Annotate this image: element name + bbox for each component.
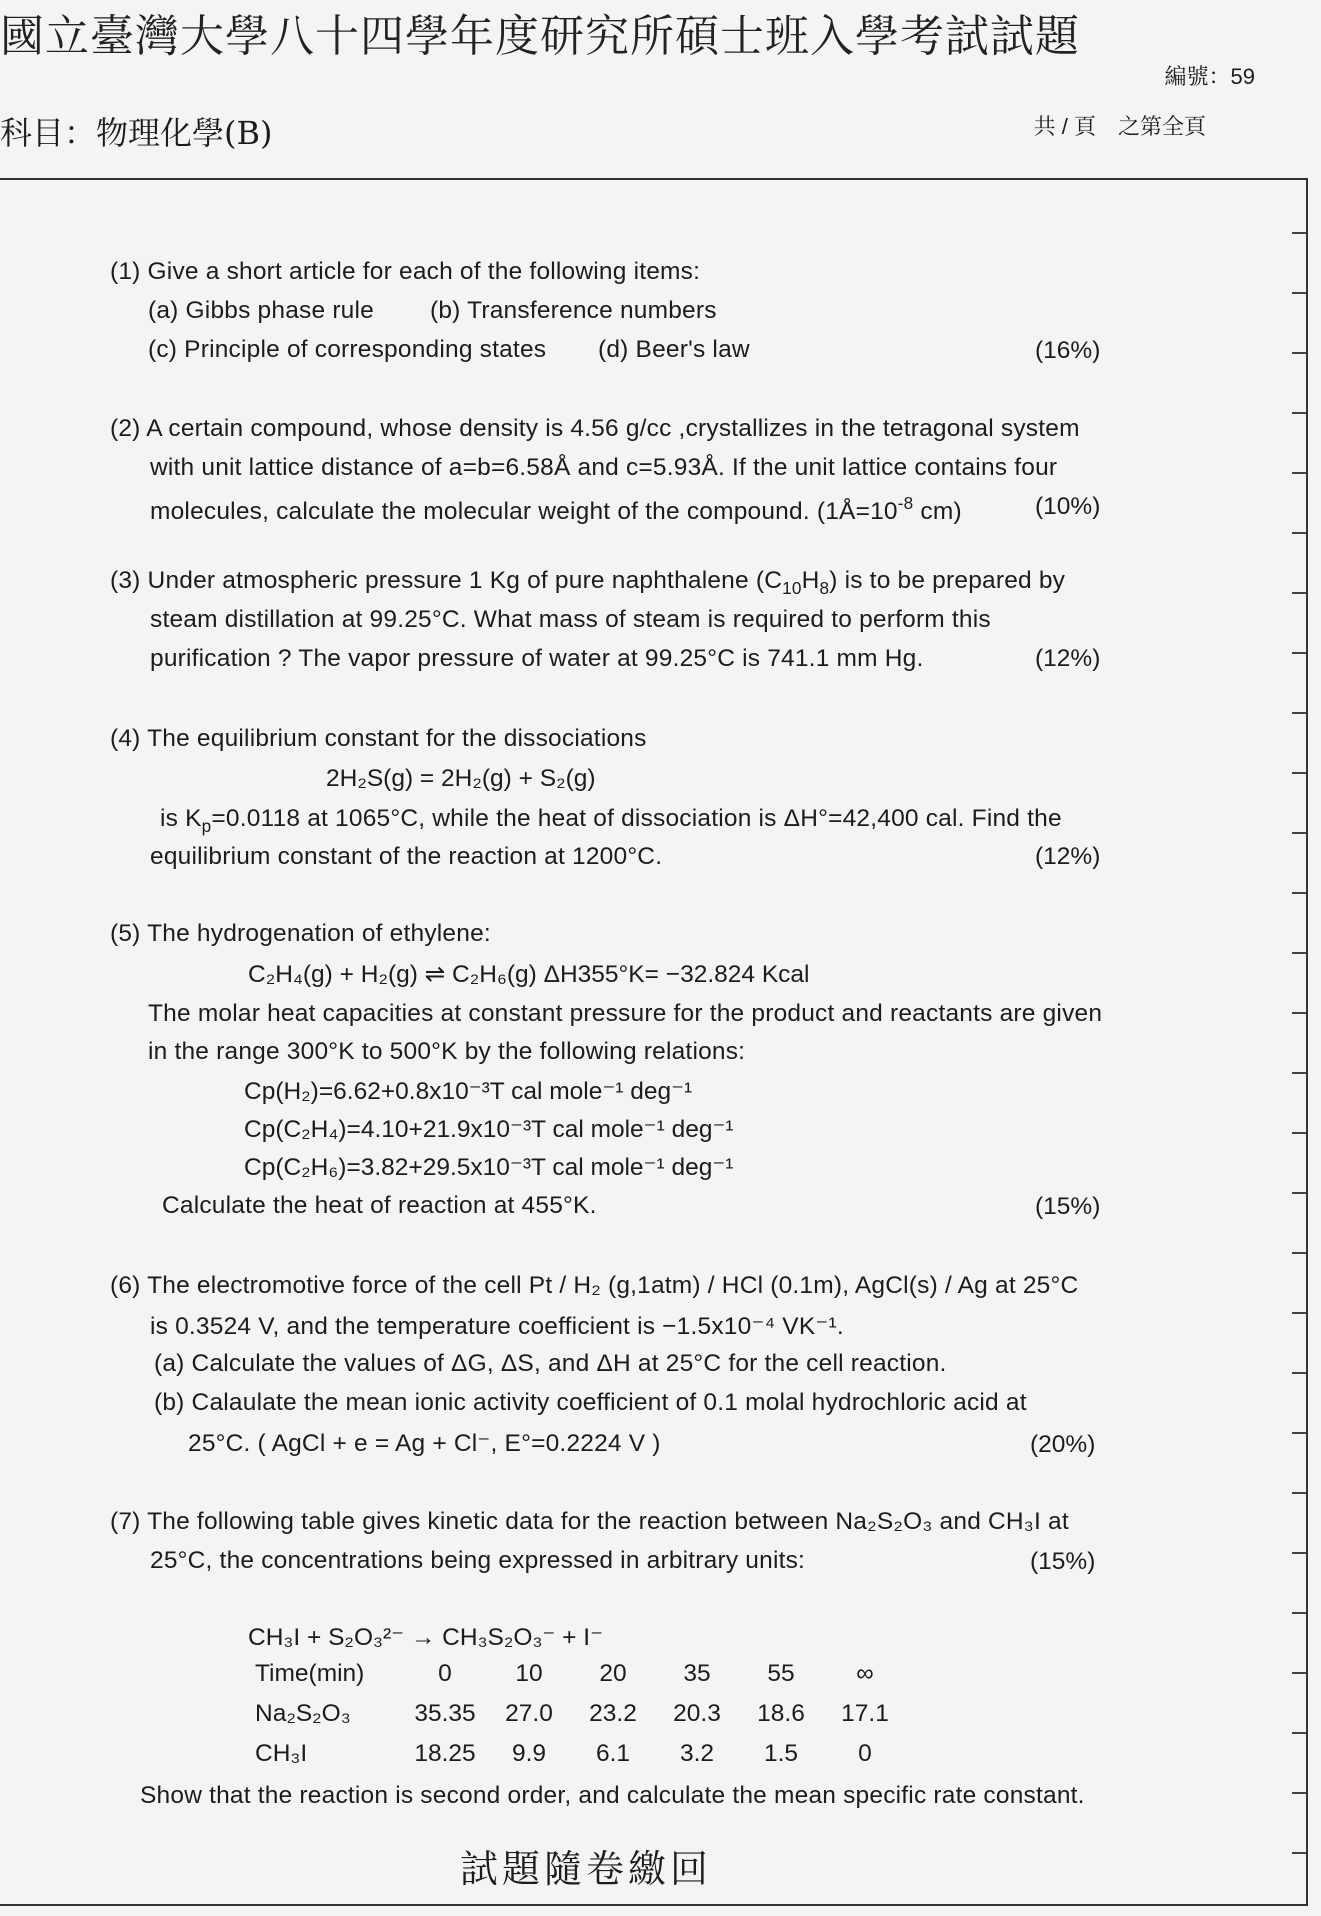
- q1-percent: (16%): [1035, 337, 1101, 364]
- q5-equation: C₂H₄(g) + H₂(g) ⇌ C₂H₆(g) ΔH355°K= −32.824 Kcal: [248, 961, 810, 988]
- q1-item-c: (c) Principle of corresponding states: [148, 336, 547, 363]
- q6-item-a: (a) Calculate the values of ΔG, ΔS, and ΔH at 25°C for the cell reaction.: [154, 1350, 947, 1377]
- table-row: [245, 1657, 907, 1697]
- table-cell: 20: [599, 1660, 627, 1687]
- table-cell: 10: [515, 1660, 543, 1687]
- q4-percent: (12%): [1035, 843, 1101, 870]
- q1-item-a: (a) Gibbs phase rule: [148, 297, 374, 324]
- margin-tick: [1292, 1552, 1306, 1554]
- margin-tick: [1292, 952, 1306, 954]
- q2-line2: with unit lattice distance of a=b=6.58Å and c=5.93Å. If the unit lattice contains four: [150, 454, 1058, 481]
- q5-cp-c2h4: Cp(C₂H₄)=4.10+21.9x10⁻³T cal mole⁻¹ deg⁻¹: [244, 1116, 734, 1143]
- q5-percent: (15%): [1035, 1193, 1101, 1220]
- q3-line2: steam distillation at 99.25°C. What mass of steam is required to perform this: [150, 606, 991, 633]
- margin-tick: [1292, 1432, 1306, 1434]
- margin-tick: [1292, 1012, 1306, 1014]
- q2-line1: (2) A certain compound, whose density is 4.56 g/cc ,crystallizes in the tetragonal system: [110, 415, 1080, 442]
- kinetic-data-table: [245, 1657, 907, 1777]
- q6-item-b-line2: 25°C. ( AgCl + e = Ag + Cl⁻, E°=0.2224 V ): [188, 1430, 661, 1457]
- table-cell: 55: [767, 1660, 795, 1687]
- margin-tick: [1292, 1372, 1306, 1374]
- table-cell: ∞: [856, 1660, 874, 1687]
- q4-line2: is $K_p=0.0118$ at 1065°C, while the heat of dissociation is ΔH°=42,400 cal. Find the: [160, 805, 1062, 836]
- margin-tick: [1292, 1312, 1306, 1314]
- margin-tick: [1292, 1252, 1306, 1254]
- margin-tick: [1292, 1492, 1306, 1494]
- exam-subject: 科目：物理化學(B): [0, 114, 273, 152]
- margin-tick: [1292, 472, 1306, 474]
- table-cell: 20.3: [673, 1700, 721, 1727]
- q5-cp-c2h6: Cp(C₂H₆)=3.82+29.5x10⁻³T cal mole⁻¹ deg⁻¹: [244, 1154, 734, 1181]
- q7-line1: (7) The following table gives kinetic data for the reaction between Na₂S₂O₃ and CH₃I at: [110, 1508, 1069, 1535]
- q2-line3: molecules, calculate the molecular weight of the compound. ($1Å=10^{-8}$ cm): [150, 493, 962, 525]
- margin-tick: [1292, 772, 1306, 774]
- q4-equation: 2H₂S(g) = 2H₂(g) + S₂(g): [326, 765, 596, 792]
- row-label: Na₂S₂O₃: [255, 1700, 351, 1727]
- margin-tick: [1292, 292, 1306, 294]
- page-info: 共 / 頁 之第全頁: [1033, 114, 1206, 139]
- q1-line1: (1) Give a short article for each of the following items:: [110, 258, 701, 285]
- margin-tick: [1292, 1792, 1306, 1794]
- q7-percent: (15%): [1030, 1548, 1096, 1575]
- table-cell: 0: [438, 1660, 452, 1687]
- table-cell: 35.35: [414, 1700, 476, 1727]
- table-cell: 18.6: [757, 1700, 805, 1727]
- table-row: [245, 1737, 907, 1777]
- q6-line1: (6) The electromotive force of the cell Pt / H₂ (g,1atm) / HCl (0.1m), AgCl(s) / Ag at 25°C: [110, 1272, 1079, 1299]
- table-cell: 6.1: [595, 1740, 631, 1767]
- table-cell: 35: [683, 1660, 711, 1687]
- q7-reaction: CH₃I + S₂O₃²⁻ → CH₃S₂O₃⁻ + I⁻: [248, 1624, 604, 1651]
- margin-tick: [1292, 532, 1306, 534]
- table-cell: 17.1: [841, 1700, 889, 1727]
- q5-line1: (5) The hydrogenation of ethylene:: [110, 920, 491, 947]
- table-row: [245, 1697, 907, 1737]
- margin-tick: [1292, 592, 1306, 594]
- margin-tick: [1292, 412, 1306, 414]
- margin-tick: [1292, 832, 1306, 834]
- q2-percent: (10%): [1035, 493, 1101, 520]
- margin-tick: [1292, 232, 1306, 234]
- table-cell: 18.25: [414, 1740, 476, 1767]
- q5-line3: in the range 300°K to 500°K by the following relations:: [148, 1038, 746, 1065]
- q7-line2: 25°C, the concentrations being expressed in arbitrary units:: [150, 1547, 806, 1574]
- margin-tick: [1292, 1192, 1306, 1194]
- margin-tick: [1292, 652, 1306, 654]
- table-cell: 0: [858, 1740, 872, 1767]
- q5-cp-h2: Cp(H₂)=6.62+0.8x10⁻³T cal mole⁻¹ deg⁻¹: [244, 1078, 693, 1105]
- margin-tick: [1292, 1072, 1306, 1074]
- q3-line3: purification ? The vapor pressure of water at 99.25°C is 741.1 mm Hg.: [150, 645, 924, 672]
- margin-tick: [1292, 712, 1306, 714]
- margin-tick: [1292, 1132, 1306, 1134]
- q4-line3: equilibrium constant of the reaction at 1200°C.: [150, 843, 663, 870]
- table-cell: 1.5: [763, 1740, 799, 1767]
- exam-title: 國立臺灣大學八十四學年度研究所碩士班入學考試試題: [0, 11, 1080, 62]
- exam-code: 編號：59: [1164, 64, 1255, 89]
- margin-tick: [1292, 352, 1306, 354]
- margin-tick: [1292, 1612, 1306, 1614]
- row-label: Time(min): [255, 1660, 365, 1687]
- margin-tick: [1292, 1672, 1306, 1674]
- table-cell: 3.2: [679, 1740, 715, 1767]
- q5-line4: Calculate the heat of reaction at 455°K.: [162, 1192, 597, 1219]
- q1-item-d: (d) Beer's law: [598, 336, 750, 363]
- margin-tick: [1292, 892, 1306, 894]
- table-cell: 27.0: [505, 1700, 553, 1727]
- margin-tick: [1292, 1852, 1306, 1854]
- row-label: CH₃I: [255, 1740, 308, 1767]
- q1-item-b: (b) Transference numbers: [430, 297, 717, 324]
- q7-line3: Show that the reaction is second order, and calculate the mean specific rate constant.: [140, 1782, 1085, 1809]
- q5-line2: The molar heat capacities at constant pressure for the product and reactants are given: [148, 1000, 1103, 1027]
- return-notice: 試題隨卷繳回: [460, 1847, 713, 1891]
- q4-line1: (4) The equilibrium constant for the dissociations: [110, 725, 647, 752]
- q6-line2: is 0.3524 V, and the temperature coefficient is −1.5x10⁻⁴ VK⁻¹.: [150, 1313, 844, 1340]
- table-cell: 9.9: [511, 1740, 547, 1767]
- table-cell: 23.2: [589, 1700, 637, 1727]
- q3-percent: (12%): [1035, 645, 1101, 672]
- margin-tick: [1292, 1732, 1306, 1734]
- q6-item-b-line1: (b) Calaulate the mean ionic activity coefficient of 0.1 molal hydrochloric acid at: [154, 1389, 1027, 1416]
- q3-line1: (3) Under atmospheric pressure 1 Kg of pure naphthalene $(C_{10}H_8)$ is to be prepared by: [110, 567, 1066, 598]
- q6-percent: (20%): [1030, 1431, 1096, 1458]
